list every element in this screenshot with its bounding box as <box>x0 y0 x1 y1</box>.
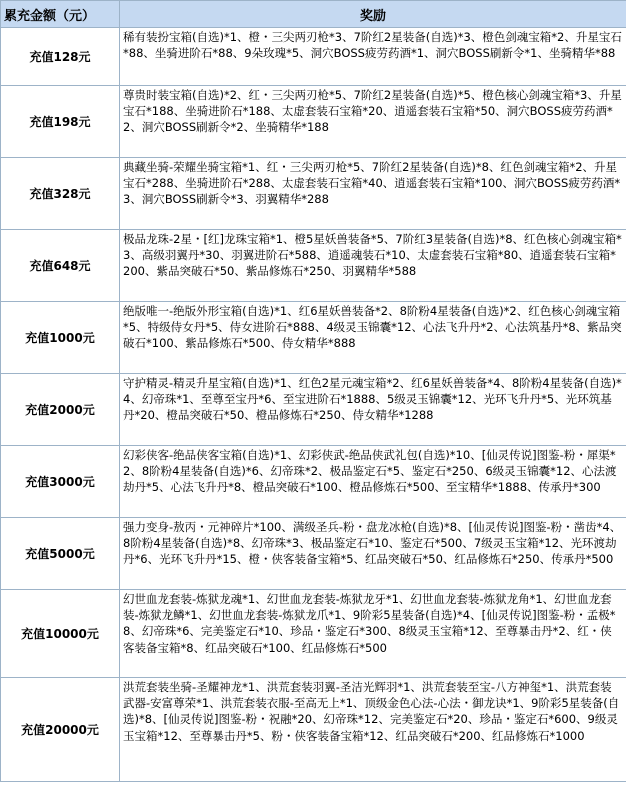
amount-cell: 充值198元 <box>1 86 120 158</box>
header-reward: 奖励 <box>120 1 626 28</box>
table-row <box>1 374 626 446</box>
reward-cell: 尊贵时装宝箱(自选)*2、红・三尖两刃枪*5、7阶红2星装备(自选)*5、橙色核心剑魂宝箱*3、升星宝石*188、坐骑进阶石*188、太虚套装石宝箱*20、逍遥套装石宝箱*50、洞穴BOSS疲劳药酒*2、洞穴BOSS刷新令*2、坐骑精华*188 <box>120 86 626 158</box>
table-row <box>1 86 626 158</box>
reward-cell: 守护精灵-精灵升星宝箱(自选)*1、红色2星元魂宝箱*2、红6星妖兽装备*4、8阶粉4星装备(自选)*4、幻帝珠*1、至尊至宝丹*6、至宝进阶石*1888、5级灵玉锦囊*12、光环飞升丹*5、光环筑基丹*20、橙品突破石*50、橙品修炼石*250、侍女精华*1288 <box>120 374 626 446</box>
table-row <box>1 678 626 782</box>
amount-cell: 充值328元 <box>1 158 120 230</box>
header-amount: 累充金额（元） <box>1 1 120 28</box>
table-row <box>1 28 626 86</box>
table-row <box>1 590 626 678</box>
table-row <box>1 518 626 590</box>
table-row <box>1 158 626 230</box>
reward-cell: 幻彩侠客-绝品侠客宝箱(自选)*1、幻彩侠武-绝品侠武礼包(自选)*10、[仙灵传说]图鉴-粉・犀渠*2、8阶粉4星装备(自选)*6、幻帝珠*2、极品鉴定石*5、鉴定石*250、6级灵玉锦囊*12、心法渡劫丹*5、心法飞升丹*8、橙品突破石*100、橙品修炼石*500、至宝精华*1888、传承丹*300 <box>120 446 626 518</box>
header-row <box>1 1 626 28</box>
amount-cell: 充值3000元 <box>1 446 120 518</box>
reward-cell: 绝版唯一-绝版外形宝箱(自选)*1、红6星妖兽装备*2、8阶粉4星装备(自选)*2、红色核心剑魂宝箱*5、特级侍女丹*5、侍女进阶石*888、4级灵玉锦囊*12、心法飞升丹*2、心法筑基丹*8、紫品突破石*100、紫品修炼石*500、侍女精华*888 <box>120 302 626 374</box>
table-row <box>1 446 626 518</box>
table-row <box>1 302 626 374</box>
amount-cell: 充值5000元 <box>1 518 120 590</box>
amount-cell: 充值1000元 <box>1 302 120 374</box>
table-row <box>1 230 626 302</box>
amount-cell: 充值648元 <box>1 230 120 302</box>
amount-cell: 充值20000元 <box>1 678 120 782</box>
reward-cell: 典藏坐骑-荣耀坐骑宝箱*1、红・三尖两刃枪*5、7阶红2星装备(自选)*8、红色剑魂宝箱*2、升星宝石*288、坐骑进阶石*288、太虚套装石宝箱*40、逍遥套装石宝箱*100、洞穴BOSS疲劳药酒*3、洞穴BOSS刷新令*3、羽翼精华*288 <box>120 158 626 230</box>
reward-cell: 幻世血龙套装-炼狱龙魂*1、幻世血龙套装-炼狱龙牙*1、幻世血龙套装-炼狱龙角*1、幻世血龙套装-炼狱龙鳞*1、幻世血龙套装-炼狱龙爪*1、9阶彩5星装备(自选)*4、[仙灵传说]图鉴-粉・孟极*8、幻帝珠*6、完美鉴定石*10、珍品・鉴定石*300、8级灵玉宝箱*12、至尊暴击丹*2、红・侠客装备宝箱*8、红品突破石*100、红品修炼石*500 <box>120 590 626 678</box>
reward-cell: 稀有装扮宝箱(自选)*1、橙・三尖两刃枪*3、7阶红2星装备(自选)*3、橙色剑魂宝箱*2、升星宝石*88、坐骑进阶石*88、9朵玫瑰*5、洞穴BOSS疲劳药酒*1、洞穴BOSS刷新令*1、坐骑精华*88 <box>120 28 626 86</box>
amount-cell: 充值10000元 <box>1 590 120 678</box>
amount-cell: 充值128元 <box>1 28 120 86</box>
reward-cell: 强力变身-敖丙・元神碎片*100、满级圣兵-粉・盘龙冰枪(自选)*8、[仙灵传说]图鉴-粉・凿齿*4、8阶粉4星装备(自选)*8、幻帝珠*3、极品鉴定石*10、鉴定石*500、7级灵玉宝箱*12、光环渡劫丹*6、光环飞升丹*15、橙・侠客装备宝箱*5、红品突破石*50、红品修炼石*250、传承丹*500 <box>120 518 626 590</box>
amount-cell: 充值2000元 <box>1 374 120 446</box>
reward-cell: 洪荒套装坐骑-圣耀神龙*1、洪荒套装羽翼-圣洁光辉羽*1、洪荒套装至宝-八方神玺*1、洪荒套装武器-安富尊荣*1、洪荒套装衣服-至高无上*1、顶级金色心法-心法・御龙诀*1、9阶彩5星装备(自选)*8、[仙灵传说]图鉴-粉・祝融*20、幻帝珠*12、完美鉴定石*20、珍品・鉴定石*600、9级灵玉宝箱*12、至尊暴击丹*5、粉・侠客装备宝箱*12、红品突破石*200、红品修炼石*1000 <box>120 678 626 782</box>
reward-cell: 极品龙珠-2星・[红]龙珠宝箱*1、橙5星妖兽装备*5、7阶红3星装备(自选)*8、红色核心剑魂宝箱*3、高级羽翼丹*30、羽翼进阶石*588、逍遥魂装石*10、太虚套装石宝箱*80、逍遥套装石宝箱*200、紫品突破石*50、紫品修炼石*250、羽翼精华*588 <box>120 230 626 302</box>
